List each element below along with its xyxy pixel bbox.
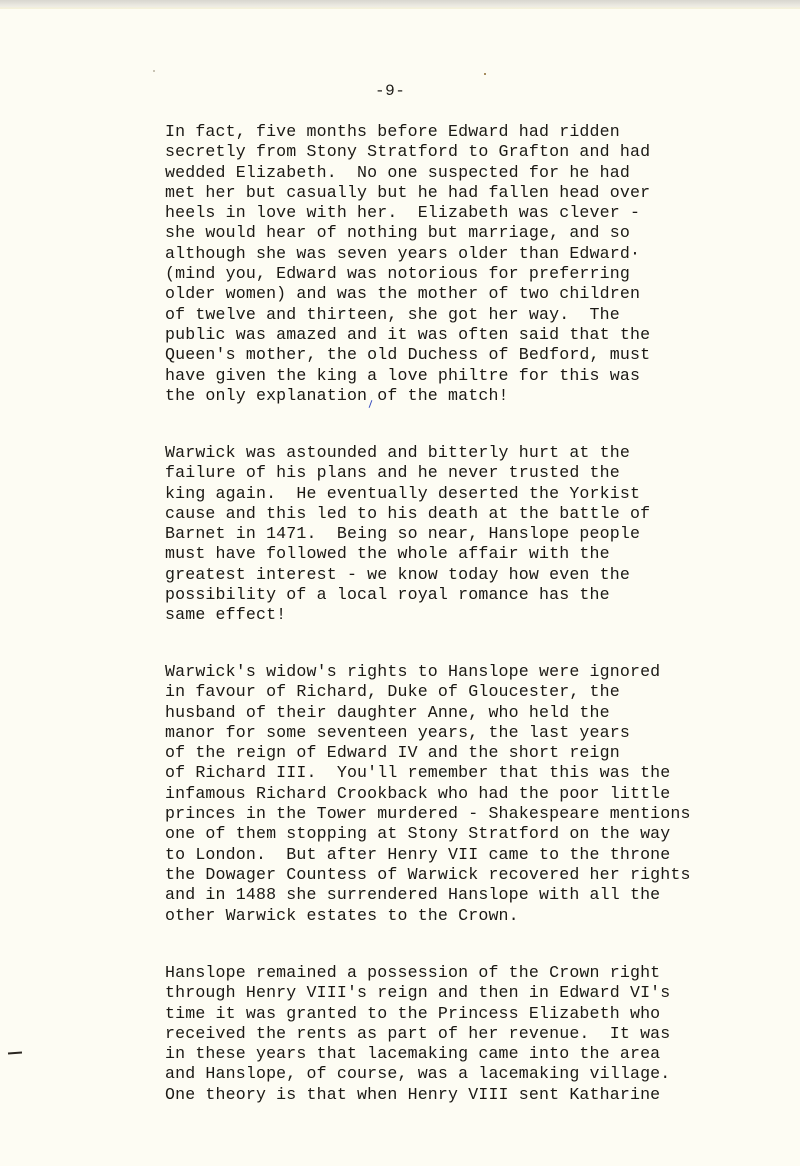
text-line: have given the king a love philtre for this was	[165, 365, 641, 385]
text-line: possibility of a local royal romance has the	[165, 585, 610, 605]
text-line: manor for some seventeen years, the last years	[165, 722, 630, 742]
text-line: of Richard III. You'll remember that this was the	[165, 763, 671, 783]
text-line: in favour of Richard, Duke of Gloucester, the	[165, 682, 620, 702]
text-line: to London. But after Henry VII came to the throne	[165, 844, 671, 864]
text-line: the Dowager Countess of Warwick recovered her rights	[165, 864, 691, 884]
text-line: received the rents as part of her revenue. It was	[165, 1023, 671, 1043]
text-line: Queen's mother, the old Duchess of Bedford, must	[165, 345, 651, 365]
text-line: wedded Elizabeth. No one suspected for he had	[165, 162, 630, 182]
text-line: public was amazed and it was often said that the	[165, 324, 651, 344]
text-line: secretly from Stony Stratford to Grafton and had	[165, 142, 651, 162]
text-line: older women) and was the mother of two children	[165, 284, 641, 304]
text-line: one of them stopping at Stony Stratford on the way	[165, 824, 671, 844]
ink-speck	[484, 73, 486, 75]
text-line: in these years that lacemaking came into the area	[165, 1044, 661, 1064]
margin-dash-mark	[8, 1052, 22, 1055]
text-line: Hanslope remained a possession of the Crown right	[165, 963, 661, 982]
ink-speck	[153, 70, 155, 72]
text-line: heels in love with her. Elizabeth was clever -	[165, 203, 641, 223]
paragraph	[165, 963, 670, 1105]
text-line: time it was granted to the Princess Elizabeth who	[165, 1003, 661, 1023]
text-line: other Warwick estates to the Crown.	[165, 905, 519, 925]
text-line: of twelve and thirteen, she got her way. The	[165, 304, 620, 324]
text-line: (mind you, Edward was notorious for preferring	[165, 264, 630, 284]
text-line: through Henry VIII's reign and then in Edward VI's	[165, 983, 671, 1003]
text-line: Warwick's widow's rights to Hanslope were ignored	[165, 662, 661, 681]
text-line: although she was seven years older than Edward·	[165, 243, 641, 263]
text-line: princes in the Tower murdered - Shakespeare mentions	[165, 804, 691, 824]
text-line: cause and this led to his death at the battle of	[165, 503, 651, 523]
paragraph	[165, 662, 691, 926]
text-line: the only explanation of the match!	[165, 385, 509, 405]
text-line: husband of their daughter Anne, who held the	[165, 702, 610, 722]
text-line: same effect!	[165, 605, 287, 625]
text-line: and Hanslope, of course, was a lacemaking village.	[165, 1064, 671, 1084]
text-line: In fact, five months before Edward had ridden	[165, 122, 620, 141]
paragraph	[165, 443, 650, 626]
text-line: failure of his plans and he never trusted the	[165, 463, 620, 483]
text-line: king again. He eventually deserted the Yorkist	[165, 483, 641, 503]
page-number: -9-	[375, 82, 406, 100]
text-line: Warwick was astounded and bitterly hurt at the	[165, 443, 630, 462]
text-line: and in 1488 she surrendered Hanslope with all the	[165, 885, 661, 905]
page-top-edge	[0, 0, 800, 9]
text-line: infamous Richard Crookback who had the poor little	[165, 783, 671, 803]
text-line: met her but casually but he had fallen head over	[165, 182, 651, 202]
text-line: she would hear of nothing but marriage, and so	[165, 223, 630, 243]
paragraph	[165, 122, 650, 406]
text-line: One theory is that when Henry VIII sent Katharine	[165, 1084, 661, 1104]
text-line: of the reign of Edward IV and the short reign	[165, 743, 620, 763]
text-line: Barnet in 1471. Being so near, Hanslope people	[165, 524, 641, 544]
text-line: greatest interest - we know today how even the	[165, 564, 630, 584]
text-line: must have followed the whole affair with the	[165, 544, 610, 564]
